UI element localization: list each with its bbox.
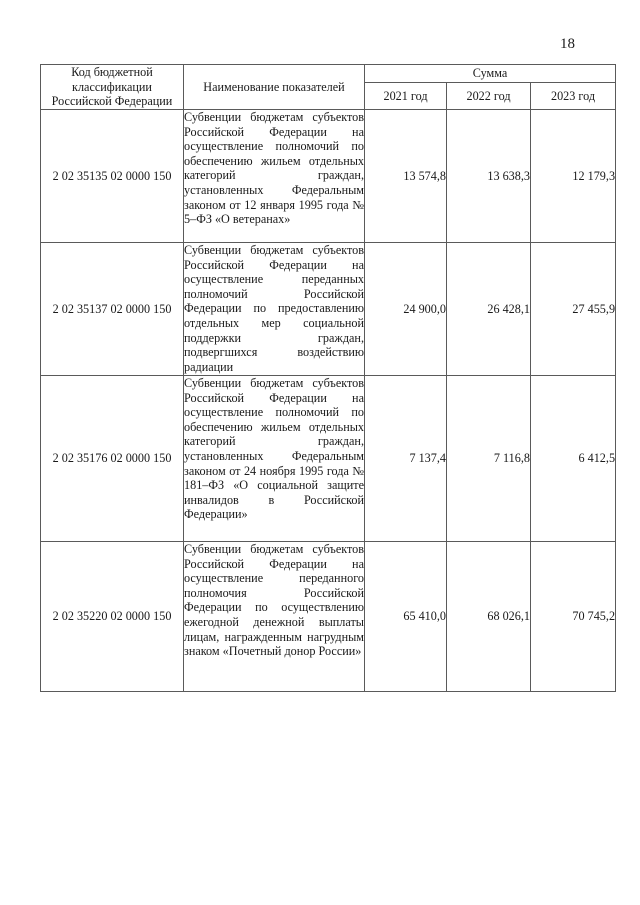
indicator-name: Субвенции бюджетам субъектов Российской Федерации на осуществление переданных полномочий Российской Федерации по предоставлению отдельных мер социальной поддержки граждан, подвергшихся воздействию радиации — [184, 243, 364, 374]
table-row — [41, 110, 616, 243]
amount-2023: 12 179,3 — [531, 110, 616, 243]
header-code: Код бюджетной классификации Российской Федерации — [41, 65, 184, 110]
header-row — [41, 65, 616, 83]
amount-2022: 7 116,8 — [447, 376, 531, 542]
budget-code: 2 02 35220 02 0000 150 — [41, 542, 184, 692]
amount-2021: 13 574,8 — [365, 110, 447, 243]
indicator-name: Субвенции бюджетам субъектов Российской Федерации на осуществление переданного полномочия Российской Федерации по осуществлению ежегодной денежной выплаты лицам, награжденным нагрудным знаком «Почетный донор России» — [184, 542, 365, 692]
header-sum: Сумма — [365, 65, 616, 83]
header-year-2021: 2021 год — [365, 83, 447, 110]
budget-table — [40, 64, 616, 692]
table-row — [41, 376, 616, 542]
amount-2021: 24 900,0 — [365, 243, 447, 376]
table-row — [41, 243, 616, 376]
header-year-2023: 2023 год — [531, 83, 616, 110]
budget-code: 2 02 35135 02 0000 150 — [41, 110, 184, 243]
indicator-name: Субвенции бюджетам субъектов Российской Федерации на осуществление полномочий по обеспечению жильем отдельных категорий граждан, установленных Федеральным законом от 24 ноября 1995 года № 181–ФЗ «О социальной защите инвалидов в Российской Федерации» — [184, 376, 365, 542]
header-name: Наименование показателей — [184, 65, 365, 110]
budget-code: 2 02 35176 02 0000 150 — [41, 376, 184, 542]
table-row — [41, 542, 616, 692]
header-year-2022: 2022 год — [447, 83, 531, 110]
amount-2021: 65 410,0 — [365, 542, 447, 692]
amount-2021: 7 137,4 — [365, 376, 447, 542]
amount-2023: 70 745,2 — [531, 542, 616, 692]
amount-2022: 13 638,3 — [447, 110, 531, 243]
page-number: 18 — [560, 36, 575, 52]
indicator-name: Субвенции бюджетам субъектов Российской Федерации на осуществление полномочий по обеспечению жильем отдельных категорий граждан, установленных Федеральным законом от 12 января 1995 года № 5–ФЗ «О ветеранах» — [184, 110, 365, 243]
amount-2022: 68 026,1 — [447, 542, 531, 692]
amount-2022: 26 428,1 — [447, 243, 531, 376]
amount-2023: 27 455,9 — [531, 243, 616, 376]
amount-2023: 6 412,5 — [531, 376, 616, 542]
budget-code: 2 02 35137 02 0000 150 — [41, 243, 184, 376]
